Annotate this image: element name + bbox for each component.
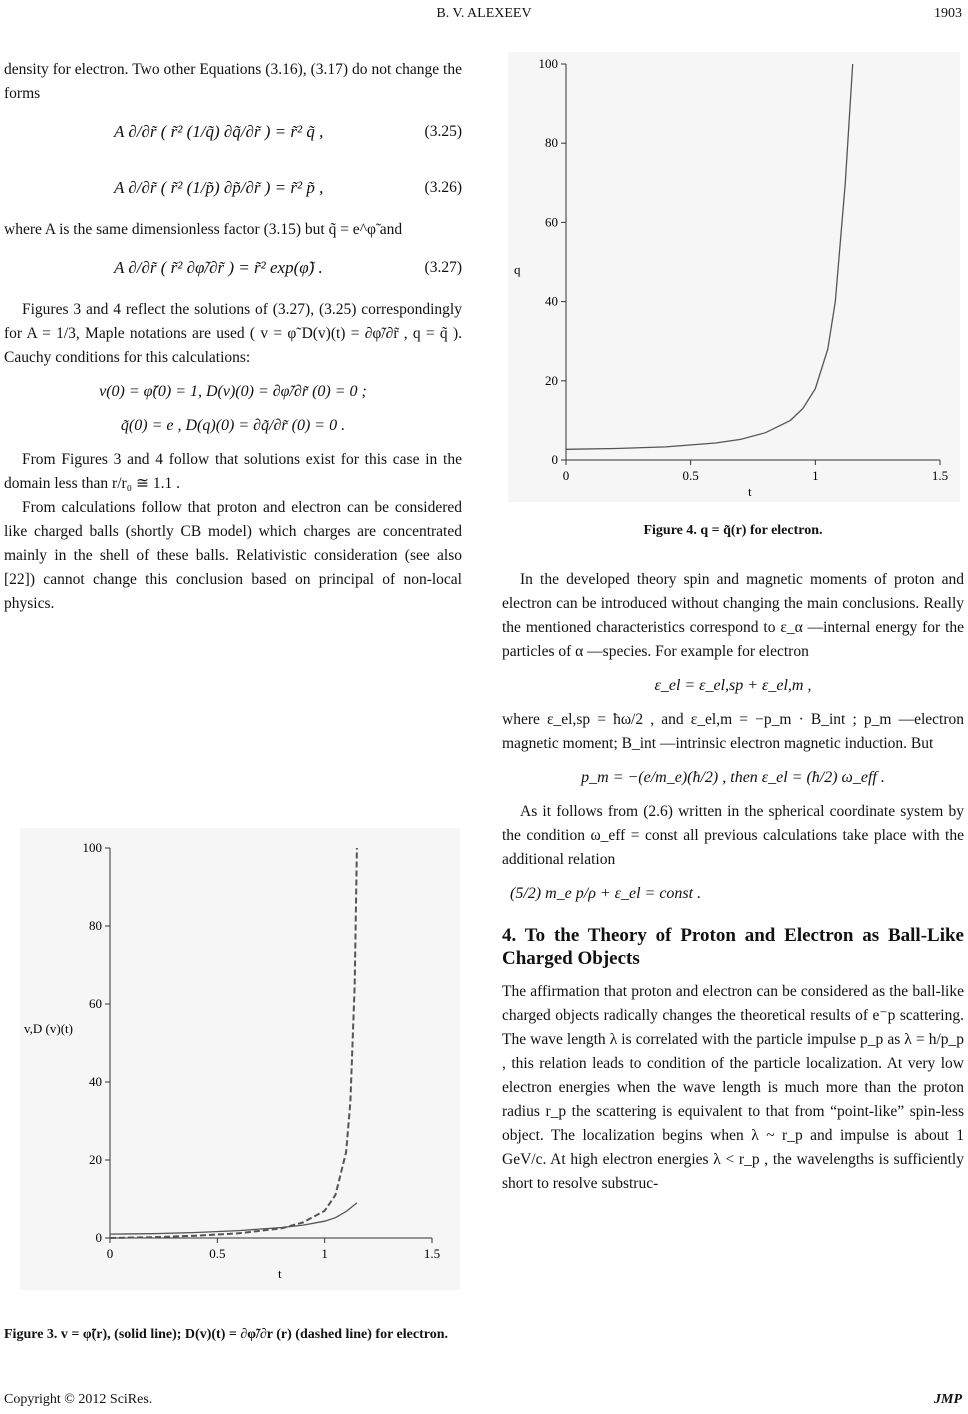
equation-magnetic-moment: p_m = −(e/m_e)(ħ/2) , then ε_el = (ħ/2) ω_eff . (581, 769, 885, 786)
paragraph: In the developed theory spin and magnetic moments of proton and electron can be introduced without changing the main conclusions. Really the mentioned characteristics correspond to ε_α —internal energy for the particles of α —species. For example for electron (502, 571, 964, 660)
y-tick-label: 20 (89, 1152, 102, 1167)
figure-4-chart (508, 52, 960, 502)
y-tick-label: 0 (95, 1230, 102, 1245)
y-tick-label: 40 (89, 1074, 102, 1089)
figure-3-caption: Figure 3. v = φ̃(r), (solid line); D(v)(t) = ∂φ̃/∂r (r) (dashed line) for electron. (4, 1327, 448, 1342)
section-heading: 4. To the Theory of Proton and Electron as Ball-Like Charged Objects (502, 925, 964, 969)
paragraph: where A is the same dimensionless factor (3.15) but q̃ = e^φ̃ and (4, 221, 403, 238)
paragraph: From calculations follow that proton and electron can be considered like charged balls (shortly CB model) which charges are concentrated mainly in the shell of these balls. Relativistic consideration (see also [22]) cannot change this conclusion based on principal of non-local physics. (4, 499, 462, 612)
plot-background (20, 828, 460, 1290)
figure-3-chart (20, 828, 460, 1290)
y-tick-label: 20 (545, 372, 558, 388)
header-title: B. V. ALEXEEV (436, 6, 532, 21)
y-tick-label: 40 (545, 293, 558, 309)
copyright: Copyright © 2012 SciRes. (4, 1392, 153, 1407)
x-tick-label: 0.5 (682, 468, 699, 483)
y-tick-label: 0 (551, 452, 558, 467)
y-tick-label: 60 (545, 214, 558, 230)
y-tick-label: 80 (545, 135, 558, 151)
x-tick-label: 1 (812, 468, 819, 483)
cauchy-condition-1: v(0) = φ̃(0) = 1, D(v)(0) = ∂φ̃/∂r̃ (0) = 0 ; (99, 383, 367, 400)
y-axis-label: v,D (v)(t) (24, 1021, 73, 1036)
paragraph: where ε_el,sp = ħω/2 , and ε_el,m = −p_m · B_int ; p_m —electron magnetic moment; B_int —intrinsic electron magnetic induction. But (502, 711, 964, 752)
y-axis-label: q (514, 262, 521, 277)
y-tick-label: 60 (89, 996, 102, 1011)
right-column (502, 568, 964, 1196)
x-tick-label: 1.5 (423, 1246, 441, 1261)
figure-4-caption: Figure 4. q = q̃(r) for electron. (643, 523, 823, 538)
paragraph: The affirmation that proton and electron can be considered as the ball-like charged objects radically changes the theoretical results of e⁻p scattering. The wave length λ is correlated with the particle impulse p_p as λ = h/p_p , this relation leads to condition of the particle localization. At very low electron energies when the wave length is much more than the proton radius r_p the scattering is equivalent to that from “point-like” spin-less object. The localization begins when λ ~ r_p and impulse is about 1 GeV/c. At high electron energies λ < r_p , the wavelengths is sufficiently short to resolve substruc- (502, 983, 964, 1192)
y-tick-label: 100 (538, 56, 558, 71)
x-axis-label: t (748, 484, 752, 499)
paragraph: density for electron. Two other Equations (3.16), (3.17) do not change the forms (4, 61, 462, 102)
x-tick-label: 0 (562, 468, 570, 483)
journal-name: JMP (934, 1392, 962, 1407)
x-tick-label: 1.5 (931, 468, 949, 483)
equation-3-25: A ∂/∂r̃ ( r̃² (1/q̃) ∂q̃/∂r̃ ) = r̃² q̃ , (3.25) (114, 122, 462, 141)
x-tick-label: 0 (106, 1246, 114, 1261)
equation-energy: ε_el = ε_el,sp + ε_el,m , (654, 677, 812, 694)
equation-3-27: A ∂/∂r̃ ( r̃² ∂φ̃/∂r̃ ) = r̃² exp(φ̃) . (3.27) (114, 258, 462, 277)
paragraph: Figures 3 and 4 reflect the solutions of (3.27), (3.25) correspondingly for A = 1/3, Maple notations are used ( v = φ̃ D(v)(t) = ∂φ̃/∂r̃ , q = q̃ ). Cauchy conditions for this calculations: (4, 301, 462, 366)
equation-additional: (5/2) m_e p/ρ + ε_el = const . (510, 885, 702, 902)
paragraph: From Figures 3 and 4 follow that solutions exist for this case in the domain less than r/r₀ ≅ 1.1 . (4, 451, 462, 492)
y-tick-label: 80 (89, 918, 102, 933)
equation-3-26: A ∂/∂r̃ ( r̃² (1/p̃) ∂p̃/∂r̃ ) = r̃² p̃ , (3.26) (114, 178, 462, 197)
x-axis-label: t (278, 1266, 282, 1281)
x-tick-label: 0.5 (209, 1246, 226, 1261)
cauchy-condition-2: q̃(0) = e , D(q)(0) = ∂q̃/∂r̃ (0) = 0 . (120, 417, 346, 434)
page-number: 1903 (934, 6, 962, 21)
plot-background (508, 52, 960, 502)
left-column (4, 58, 462, 616)
x-tick-label: 1 (321, 1246, 328, 1261)
y-tick-label: 100 (82, 840, 102, 855)
paragraph: As it follows from (2.6) written in the spherical coordinate system by the condition ω_eff = const all previous calculations take place with the additional relation (502, 803, 964, 868)
